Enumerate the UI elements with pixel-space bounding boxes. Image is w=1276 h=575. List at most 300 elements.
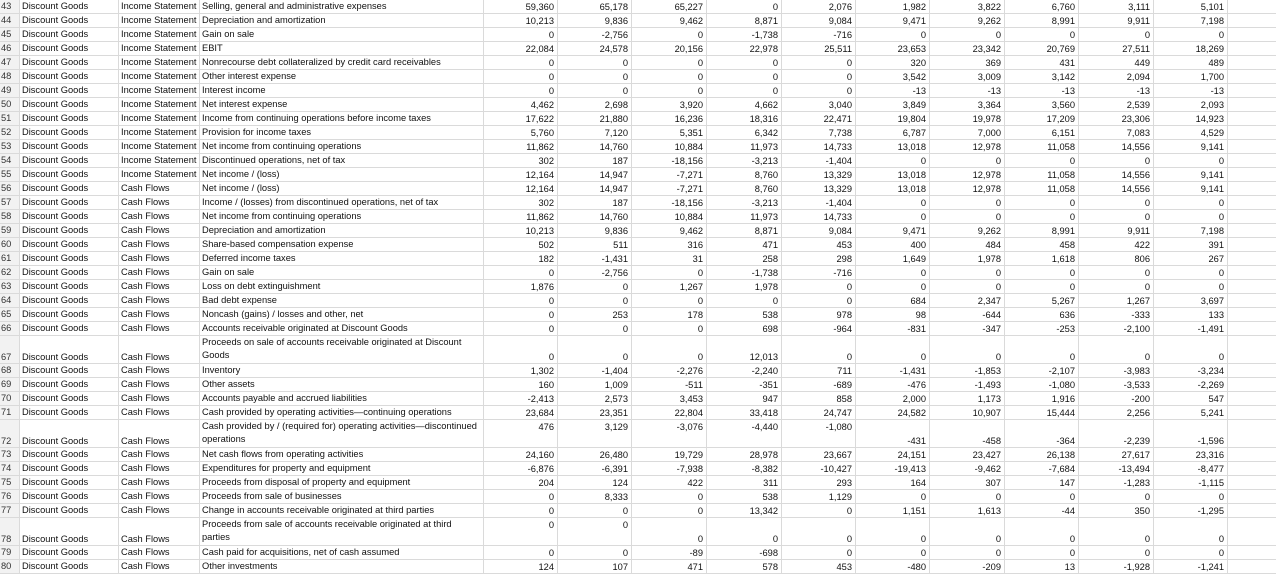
- cell-value[interactable]: 391: [1154, 238, 1228, 251]
- cell-value[interactable]: -333: [1079, 308, 1154, 321]
- cell-value[interactable]: 8,760: [707, 168, 782, 181]
- cell-value[interactable]: 1,613: [930, 504, 1005, 517]
- cell-entity[interactable]: Discount Goods: [20, 182, 119, 195]
- cell-line-item[interactable]: Proceeds from disposal of property and equipment: [200, 476, 484, 489]
- cell-entity[interactable]: Discount Goods: [20, 14, 119, 27]
- cell-value[interactable]: 0: [856, 28, 930, 41]
- cell-value[interactable]: 65,227: [632, 0, 707, 13]
- cell-value[interactable]: -6,391: [558, 462, 632, 475]
- cell-statement[interactable]: Income Statement: [119, 112, 200, 125]
- cell-value[interactable]: 267: [1154, 252, 1228, 265]
- cell-value[interactable]: 858: [782, 392, 856, 405]
- cell-line-item[interactable]: Provision for income taxes: [200, 126, 484, 139]
- cell-value[interactable]: -480: [856, 560, 930, 573]
- cell-value[interactable]: 0: [1154, 28, 1228, 41]
- cell-value[interactable]: -1,431: [558, 252, 632, 265]
- cell-value[interactable]: -3,234: [1154, 364, 1228, 377]
- cell-value[interactable]: 3,697: [1154, 294, 1228, 307]
- cell-value[interactable]: -689: [782, 378, 856, 391]
- cell-value[interactable]: 12,013: [707, 336, 782, 363]
- cell-value[interactable]: 0: [558, 56, 632, 69]
- cell-line-item[interactable]: Nonrecourse debt collateralized by credit card receivables: [200, 56, 484, 69]
- cell-value[interactable]: 0: [1005, 154, 1079, 167]
- cell-empty[interactable]: [1228, 224, 1276, 237]
- cell-entity[interactable]: Discount Goods: [20, 280, 119, 293]
- cell-entity[interactable]: Discount Goods: [20, 28, 119, 41]
- cell-line-item[interactable]: Net income from continuing operations: [200, 140, 484, 153]
- cell-line-item[interactable]: Inventory: [200, 364, 484, 377]
- cell-empty[interactable]: [1228, 28, 1276, 41]
- cell-value[interactable]: 19,729: [632, 448, 707, 461]
- cell-value[interactable]: 0: [1154, 266, 1228, 279]
- cell-value[interactable]: 6,760: [1005, 0, 1079, 13]
- cell-value[interactable]: 316: [632, 238, 707, 251]
- cell-statement[interactable]: Cash Flows: [119, 294, 200, 307]
- cell-value[interactable]: 14,556: [1079, 140, 1154, 153]
- cell-value[interactable]: 0: [1154, 518, 1228, 545]
- cell-empty[interactable]: [1228, 70, 1276, 83]
- cell-value[interactable]: 0: [1079, 154, 1154, 167]
- cell-line-item[interactable]: Share-based compensation expense: [200, 238, 484, 251]
- cell-value[interactable]: 12,164: [484, 182, 558, 195]
- cell-value[interactable]: -1,241: [1154, 560, 1228, 573]
- cell-value[interactable]: 0: [1154, 546, 1228, 559]
- cell-value[interactable]: 422: [632, 476, 707, 489]
- cell-value[interactable]: 0: [856, 210, 930, 223]
- cell-value[interactable]: 484: [930, 238, 1005, 251]
- cell-line-item[interactable]: Cash paid for acquisitions, net of cash assumed: [200, 546, 484, 559]
- cell-value[interactable]: 4,462: [484, 98, 558, 111]
- cell-line-item[interactable]: Accounts receivable originated at Discount Goods: [200, 322, 484, 335]
- cell-value[interactable]: 17,209: [1005, 112, 1079, 125]
- cell-value[interactable]: -18,156: [632, 154, 707, 167]
- cell-value[interactable]: -6,876: [484, 462, 558, 475]
- cell-value[interactable]: 1,649: [856, 252, 930, 265]
- cell-line-item[interactable]: Net interest expense: [200, 98, 484, 111]
- cell-value[interactable]: -698: [707, 546, 782, 559]
- cell-value[interactable]: 2,076: [782, 0, 856, 13]
- cell-value[interactable]: 0: [707, 84, 782, 97]
- cell-value[interactable]: -8,382: [707, 462, 782, 475]
- cell-value[interactable]: 24,151: [856, 448, 930, 461]
- cell-value[interactable]: -44: [1005, 504, 1079, 517]
- cell-value[interactable]: 14,733: [782, 210, 856, 223]
- cell-statement[interactable]: Income Statement: [119, 126, 200, 139]
- cell-value[interactable]: -1,493: [930, 378, 1005, 391]
- cell-value[interactable]: -209: [930, 560, 1005, 573]
- cell-value[interactable]: 302: [484, 154, 558, 167]
- cell-value[interactable]: 0: [632, 70, 707, 83]
- cell-empty[interactable]: [1228, 98, 1276, 111]
- cell-empty[interactable]: [1228, 14, 1276, 27]
- cell-value[interactable]: 0: [1005, 490, 1079, 503]
- cell-value[interactable]: 0: [1079, 28, 1154, 41]
- cell-value[interactable]: 7,083: [1079, 126, 1154, 139]
- cell-value[interactable]: 3,822: [930, 0, 1005, 13]
- cell-value[interactable]: 25,511: [782, 42, 856, 55]
- cell-line-item[interactable]: Net cash flows from operating activities: [200, 448, 484, 461]
- cell-entity[interactable]: Discount Goods: [20, 378, 119, 391]
- cell-value[interactable]: -2,269: [1154, 378, 1228, 391]
- cell-entity[interactable]: Discount Goods: [20, 336, 119, 363]
- cell-value[interactable]: -7,684: [1005, 462, 1079, 475]
- cell-empty[interactable]: [1228, 546, 1276, 559]
- cell-value[interactable]: 12,978: [930, 168, 1005, 181]
- cell-value[interactable]: 449: [1079, 56, 1154, 69]
- cell-statement[interactable]: Cash Flows: [119, 476, 200, 489]
- cell-value[interactable]: -716: [782, 28, 856, 41]
- cell-value[interactable]: 14,556: [1079, 168, 1154, 181]
- cell-value[interactable]: 2,698: [558, 98, 632, 111]
- cell-value[interactable]: 26,480: [558, 448, 632, 461]
- cell-value[interactable]: 9,262: [930, 14, 1005, 27]
- cell-empty[interactable]: [1228, 462, 1276, 475]
- cell-value[interactable]: 204: [484, 476, 558, 489]
- cell-value[interactable]: 22,978: [707, 42, 782, 55]
- cell-value[interactable]: 1,009: [558, 378, 632, 391]
- cell-value[interactable]: -2,239: [1079, 420, 1154, 447]
- cell-value[interactable]: -4,440: [707, 420, 782, 447]
- cell-value[interactable]: 0: [1079, 196, 1154, 209]
- cell-empty[interactable]: [1228, 126, 1276, 139]
- cell-value[interactable]: 10,213: [484, 224, 558, 237]
- cell-value[interactable]: -2,276: [632, 364, 707, 377]
- cell-value[interactable]: 11,058: [1005, 168, 1079, 181]
- cell-statement[interactable]: Income Statement: [119, 98, 200, 111]
- cell-line-item[interactable]: Selling, general and administrative expenses: [200, 0, 484, 13]
- cell-line-item[interactable]: Accounts payable and accrued liabilities: [200, 392, 484, 405]
- cell-empty[interactable]: [1228, 56, 1276, 69]
- cell-value[interactable]: 59,360: [484, 0, 558, 13]
- cell-line-item[interactable]: Gain on sale: [200, 28, 484, 41]
- cell-value[interactable]: -13,494: [1079, 462, 1154, 475]
- cell-value[interactable]: 0: [782, 504, 856, 517]
- cell-value[interactable]: 9,471: [856, 224, 930, 237]
- cell-empty[interactable]: [1228, 154, 1276, 167]
- cell-value[interactable]: 3,920: [632, 98, 707, 111]
- cell-value[interactable]: 8,991: [1005, 14, 1079, 27]
- cell-line-item[interactable]: Discontinued operations, net of tax: [200, 154, 484, 167]
- cell-value[interactable]: 2,093: [1154, 98, 1228, 111]
- cell-value[interactable]: 0: [558, 294, 632, 307]
- cell-value[interactable]: 187: [558, 196, 632, 209]
- cell-value[interactable]: 8,333: [558, 490, 632, 503]
- cell-value[interactable]: 1,267: [632, 280, 707, 293]
- cell-value[interactable]: 431: [1005, 56, 1079, 69]
- cell-line-item[interactable]: EBIT: [200, 42, 484, 55]
- cell-value[interactable]: 0: [632, 490, 707, 503]
- cell-value[interactable]: 711: [782, 364, 856, 377]
- cell-value[interactable]: 9,911: [1079, 224, 1154, 237]
- cell-value[interactable]: -13: [1079, 84, 1154, 97]
- cell-statement[interactable]: Income Statement: [119, 14, 200, 27]
- cell-statement[interactable]: Cash Flows: [119, 406, 200, 419]
- cell-statement[interactable]: Cash Flows: [119, 238, 200, 251]
- cell-value[interactable]: 0: [632, 266, 707, 279]
- cell-value[interactable]: 0: [632, 28, 707, 41]
- cell-entity[interactable]: Discount Goods: [20, 476, 119, 489]
- cell-value[interactable]: -10,427: [782, 462, 856, 475]
- cell-line-item[interactable]: Net income / (loss): [200, 182, 484, 195]
- cell-statement[interactable]: Cash Flows: [119, 560, 200, 573]
- cell-value[interactable]: -19,413: [856, 462, 930, 475]
- cell-value[interactable]: 0: [1079, 518, 1154, 545]
- cell-value[interactable]: -18,156: [632, 196, 707, 209]
- cell-value[interactable]: 7,000: [930, 126, 1005, 139]
- cell-value[interactable]: 0: [484, 266, 558, 279]
- cell-entity[interactable]: Discount Goods: [20, 322, 119, 335]
- cell-value[interactable]: 11,058: [1005, 140, 1079, 153]
- cell-value[interactable]: 0: [632, 504, 707, 517]
- cell-value[interactable]: 9,141: [1154, 140, 1228, 153]
- cell-value[interactable]: 8,871: [707, 14, 782, 27]
- cell-value[interactable]: 22,084: [484, 42, 558, 55]
- cell-value[interactable]: 23,351: [558, 406, 632, 419]
- cell-value[interactable]: 8,760: [707, 182, 782, 195]
- cell-value[interactable]: 0: [782, 546, 856, 559]
- cell-empty[interactable]: [1228, 42, 1276, 55]
- cell-value[interactable]: -13: [1005, 84, 1079, 97]
- cell-entity[interactable]: Discount Goods: [20, 224, 119, 237]
- cell-statement[interactable]: Income Statement: [119, 140, 200, 153]
- cell-value[interactable]: 98: [856, 308, 930, 321]
- cell-line-item[interactable]: Net income / (loss): [200, 168, 484, 181]
- cell-value[interactable]: 21,880: [558, 112, 632, 125]
- cell-value[interactable]: -2,107: [1005, 364, 1079, 377]
- cell-empty[interactable]: [1228, 490, 1276, 503]
- cell-value[interactable]: 0: [782, 336, 856, 363]
- cell-entity[interactable]: Discount Goods: [20, 266, 119, 279]
- cell-value[interactable]: 0: [1005, 210, 1079, 223]
- cell-value[interactable]: 9,471: [856, 14, 930, 27]
- cell-value[interactable]: 1,700: [1154, 70, 1228, 83]
- cell-value[interactable]: -2,240: [707, 364, 782, 377]
- cell-value[interactable]: 9,836: [558, 224, 632, 237]
- cell-value[interactable]: 2,347: [930, 294, 1005, 307]
- cell-value[interactable]: 7,738: [782, 126, 856, 139]
- cell-value[interactable]: 0: [707, 56, 782, 69]
- cell-value[interactable]: 0: [707, 70, 782, 83]
- cell-value[interactable]: 947: [707, 392, 782, 405]
- cell-value[interactable]: 3,849: [856, 98, 930, 111]
- cell-entity[interactable]: Discount Goods: [20, 406, 119, 419]
- cell-value[interactable]: 0: [1005, 546, 1079, 559]
- cell-statement[interactable]: Cash Flows: [119, 518, 200, 545]
- cell-value[interactable]: 0: [558, 84, 632, 97]
- cell-value[interactable]: 124: [484, 560, 558, 573]
- cell-value[interactable]: 0: [782, 294, 856, 307]
- cell-value[interactable]: 3,111: [1079, 0, 1154, 13]
- cell-statement[interactable]: Cash Flows: [119, 252, 200, 265]
- cell-entity[interactable]: Discount Goods: [20, 84, 119, 97]
- cell-entity[interactable]: Discount Goods: [20, 0, 119, 13]
- cell-statement[interactable]: Income Statement: [119, 84, 200, 97]
- cell-value[interactable]: -964: [782, 322, 856, 335]
- cell-line-item[interactable]: Interest income: [200, 84, 484, 97]
- cell-value[interactable]: 0: [632, 322, 707, 335]
- cell-value[interactable]: -3,983: [1079, 364, 1154, 377]
- cell-line-item[interactable]: Deferred income taxes: [200, 252, 484, 265]
- cell-value[interactable]: 0: [558, 336, 632, 363]
- cell-value[interactable]: 107: [558, 560, 632, 573]
- cell-entity[interactable]: Discount Goods: [20, 238, 119, 251]
- cell-value[interactable]: -644: [930, 308, 1005, 321]
- cell-line-item[interactable]: Expenditures for property and equipment: [200, 462, 484, 475]
- cell-line-item[interactable]: Cash provided by / (required for) operating activities—discontinued operations: [200, 420, 484, 447]
- cell-value[interactable]: 0: [1079, 210, 1154, 223]
- cell-value[interactable]: 124: [558, 476, 632, 489]
- cell-value[interactable]: 0: [632, 294, 707, 307]
- cell-empty[interactable]: [1228, 294, 1276, 307]
- cell-value[interactable]: 2,000: [856, 392, 930, 405]
- cell-value[interactable]: 31: [632, 252, 707, 265]
- cell-value[interactable]: -89: [632, 546, 707, 559]
- cell-value[interactable]: 28,978: [707, 448, 782, 461]
- cell-statement[interactable]: Income Statement: [119, 28, 200, 41]
- cell-value[interactable]: 400: [856, 238, 930, 251]
- cell-value[interactable]: 9,462: [632, 224, 707, 237]
- cell-value[interactable]: 0: [856, 154, 930, 167]
- cell-value[interactable]: 476: [484, 420, 558, 447]
- cell-value[interactable]: 0: [484, 504, 558, 517]
- cell-value[interactable]: 20,769: [1005, 42, 1079, 55]
- cell-value[interactable]: 27,511: [1079, 42, 1154, 55]
- cell-value[interactable]: 547: [1154, 392, 1228, 405]
- cell-value[interactable]: 13,329: [782, 182, 856, 195]
- cell-value[interactable]: 0: [484, 56, 558, 69]
- cell-value[interactable]: 1,302: [484, 364, 558, 377]
- cell-entity[interactable]: Discount Goods: [20, 42, 119, 55]
- cell-value[interactable]: 147: [1005, 476, 1079, 489]
- cell-value[interactable]: -1,283: [1079, 476, 1154, 489]
- cell-value[interactable]: 24,582: [856, 406, 930, 419]
- cell-value[interactable]: 0: [1005, 280, 1079, 293]
- cell-value[interactable]: 13: [1005, 560, 1079, 573]
- cell-value[interactable]: 0: [782, 84, 856, 97]
- cell-value[interactable]: 9,262: [930, 224, 1005, 237]
- cell-empty[interactable]: [1228, 196, 1276, 209]
- cell-statement[interactable]: Cash Flows: [119, 210, 200, 223]
- cell-value[interactable]: 0: [856, 490, 930, 503]
- cell-line-item[interactable]: Change in accounts receivable originated at third parties: [200, 504, 484, 517]
- cell-statement[interactable]: Cash Flows: [119, 392, 200, 405]
- cell-value[interactable]: 14,923: [1154, 112, 1228, 125]
- cell-value[interactable]: -7,271: [632, 168, 707, 181]
- cell-value[interactable]: 1,978: [707, 280, 782, 293]
- cell-value[interactable]: -364: [1005, 420, 1079, 447]
- cell-entity[interactable]: Discount Goods: [20, 518, 119, 545]
- cell-empty[interactable]: [1228, 252, 1276, 265]
- cell-value[interactable]: 9,911: [1079, 14, 1154, 27]
- cell-line-item[interactable]: Proceeds on sale of accounts receivable originated at Discount Goods: [200, 336, 484, 363]
- cell-value[interactable]: 7,198: [1154, 224, 1228, 237]
- cell-value[interactable]: 22,471: [782, 112, 856, 125]
- cell-value[interactable]: 578: [707, 560, 782, 573]
- cell-value[interactable]: 33,418: [707, 406, 782, 419]
- cell-empty[interactable]: [1228, 238, 1276, 251]
- cell-value[interactable]: 2,094: [1079, 70, 1154, 83]
- cell-value[interactable]: -1,596: [1154, 420, 1228, 447]
- cell-value[interactable]: 0: [558, 504, 632, 517]
- cell-statement[interactable]: Cash Flows: [119, 336, 200, 363]
- cell-value[interactable]: 453: [782, 560, 856, 573]
- cell-empty[interactable]: [1228, 392, 1276, 405]
- cell-value[interactable]: 65,178: [558, 0, 632, 13]
- cell-empty[interactable]: [1228, 420, 1276, 447]
- cell-line-item[interactable]: Proceeds from sale of businesses: [200, 490, 484, 503]
- cell-value[interactable]: 11,058: [1005, 182, 1079, 195]
- cell-value[interactable]: -1,491: [1154, 322, 1228, 335]
- cell-value[interactable]: 6,151: [1005, 126, 1079, 139]
- cell-value[interactable]: 23,306: [1079, 112, 1154, 125]
- cell-statement[interactable]: Cash Flows: [119, 364, 200, 377]
- cell-value[interactable]: 0: [856, 196, 930, 209]
- cell-value[interactable]: 2,539: [1079, 98, 1154, 111]
- cell-value[interactable]: 298: [782, 252, 856, 265]
- cell-value[interactable]: -8,477: [1154, 462, 1228, 475]
- cell-empty[interactable]: [1228, 308, 1276, 321]
- cell-value[interactable]: 164: [856, 476, 930, 489]
- cell-value[interactable]: 10,884: [632, 140, 707, 153]
- cell-value[interactable]: 0: [930, 518, 1005, 545]
- cell-value[interactable]: 1,129: [782, 490, 856, 503]
- cell-value[interactable]: 0: [856, 266, 930, 279]
- cell-value[interactable]: 1,618: [1005, 252, 1079, 265]
- cell-value[interactable]: 0: [484, 336, 558, 363]
- cell-value[interactable]: -200: [1079, 392, 1154, 405]
- cell-value[interactable]: 1,916: [1005, 392, 1079, 405]
- cell-value[interactable]: 0: [707, 294, 782, 307]
- cell-value[interactable]: 4,662: [707, 98, 782, 111]
- cell-statement[interactable]: Cash Flows: [119, 378, 200, 391]
- cell-value[interactable]: 9,462: [632, 14, 707, 27]
- cell-value[interactable]: -1,431: [856, 364, 930, 377]
- cell-entity[interactable]: Discount Goods: [20, 168, 119, 181]
- cell-entity[interactable]: Discount Goods: [20, 98, 119, 111]
- cell-empty[interactable]: [1228, 448, 1276, 461]
- cell-statement[interactable]: Income Statement: [119, 154, 200, 167]
- cell-value[interactable]: 0: [484, 490, 558, 503]
- cell-value[interactable]: -1,853: [930, 364, 1005, 377]
- cell-value[interactable]: 0: [1005, 266, 1079, 279]
- cell-entity[interactable]: Discount Goods: [20, 126, 119, 139]
- cell-value[interactable]: 0: [930, 154, 1005, 167]
- cell-value[interactable]: 13,018: [856, 140, 930, 153]
- cell-value[interactable]: -3,213: [707, 154, 782, 167]
- cell-line-item[interactable]: Proceeds from sale of accounts receivable originated at third parties: [200, 518, 484, 545]
- cell-value[interactable]: 0: [782, 518, 856, 545]
- cell-value[interactable]: -1,404: [558, 364, 632, 377]
- cell-value[interactable]: 1,151: [856, 504, 930, 517]
- cell-value[interactable]: 20,156: [632, 42, 707, 55]
- cell-value[interactable]: -13: [1154, 84, 1228, 97]
- cell-statement[interactable]: Cash Flows: [119, 448, 200, 461]
- cell-value[interactable]: 538: [707, 308, 782, 321]
- cell-value[interactable]: -431: [856, 420, 930, 447]
- cell-empty[interactable]: [1228, 560, 1276, 573]
- cell-entity[interactable]: Discount Goods: [20, 112, 119, 125]
- cell-value[interactable]: 0: [707, 518, 782, 545]
- cell-empty[interactable]: [1228, 322, 1276, 335]
- cell-entity[interactable]: Discount Goods: [20, 252, 119, 265]
- cell-value[interactable]: 471: [707, 238, 782, 251]
- cell-value[interactable]: 0: [856, 280, 930, 293]
- cell-value[interactable]: 0: [1005, 336, 1079, 363]
- cell-statement[interactable]: Income Statement: [119, 42, 200, 55]
- cell-value[interactable]: 0: [632, 56, 707, 69]
- cell-value[interactable]: 23,667: [782, 448, 856, 461]
- cell-value[interactable]: 8,871: [707, 224, 782, 237]
